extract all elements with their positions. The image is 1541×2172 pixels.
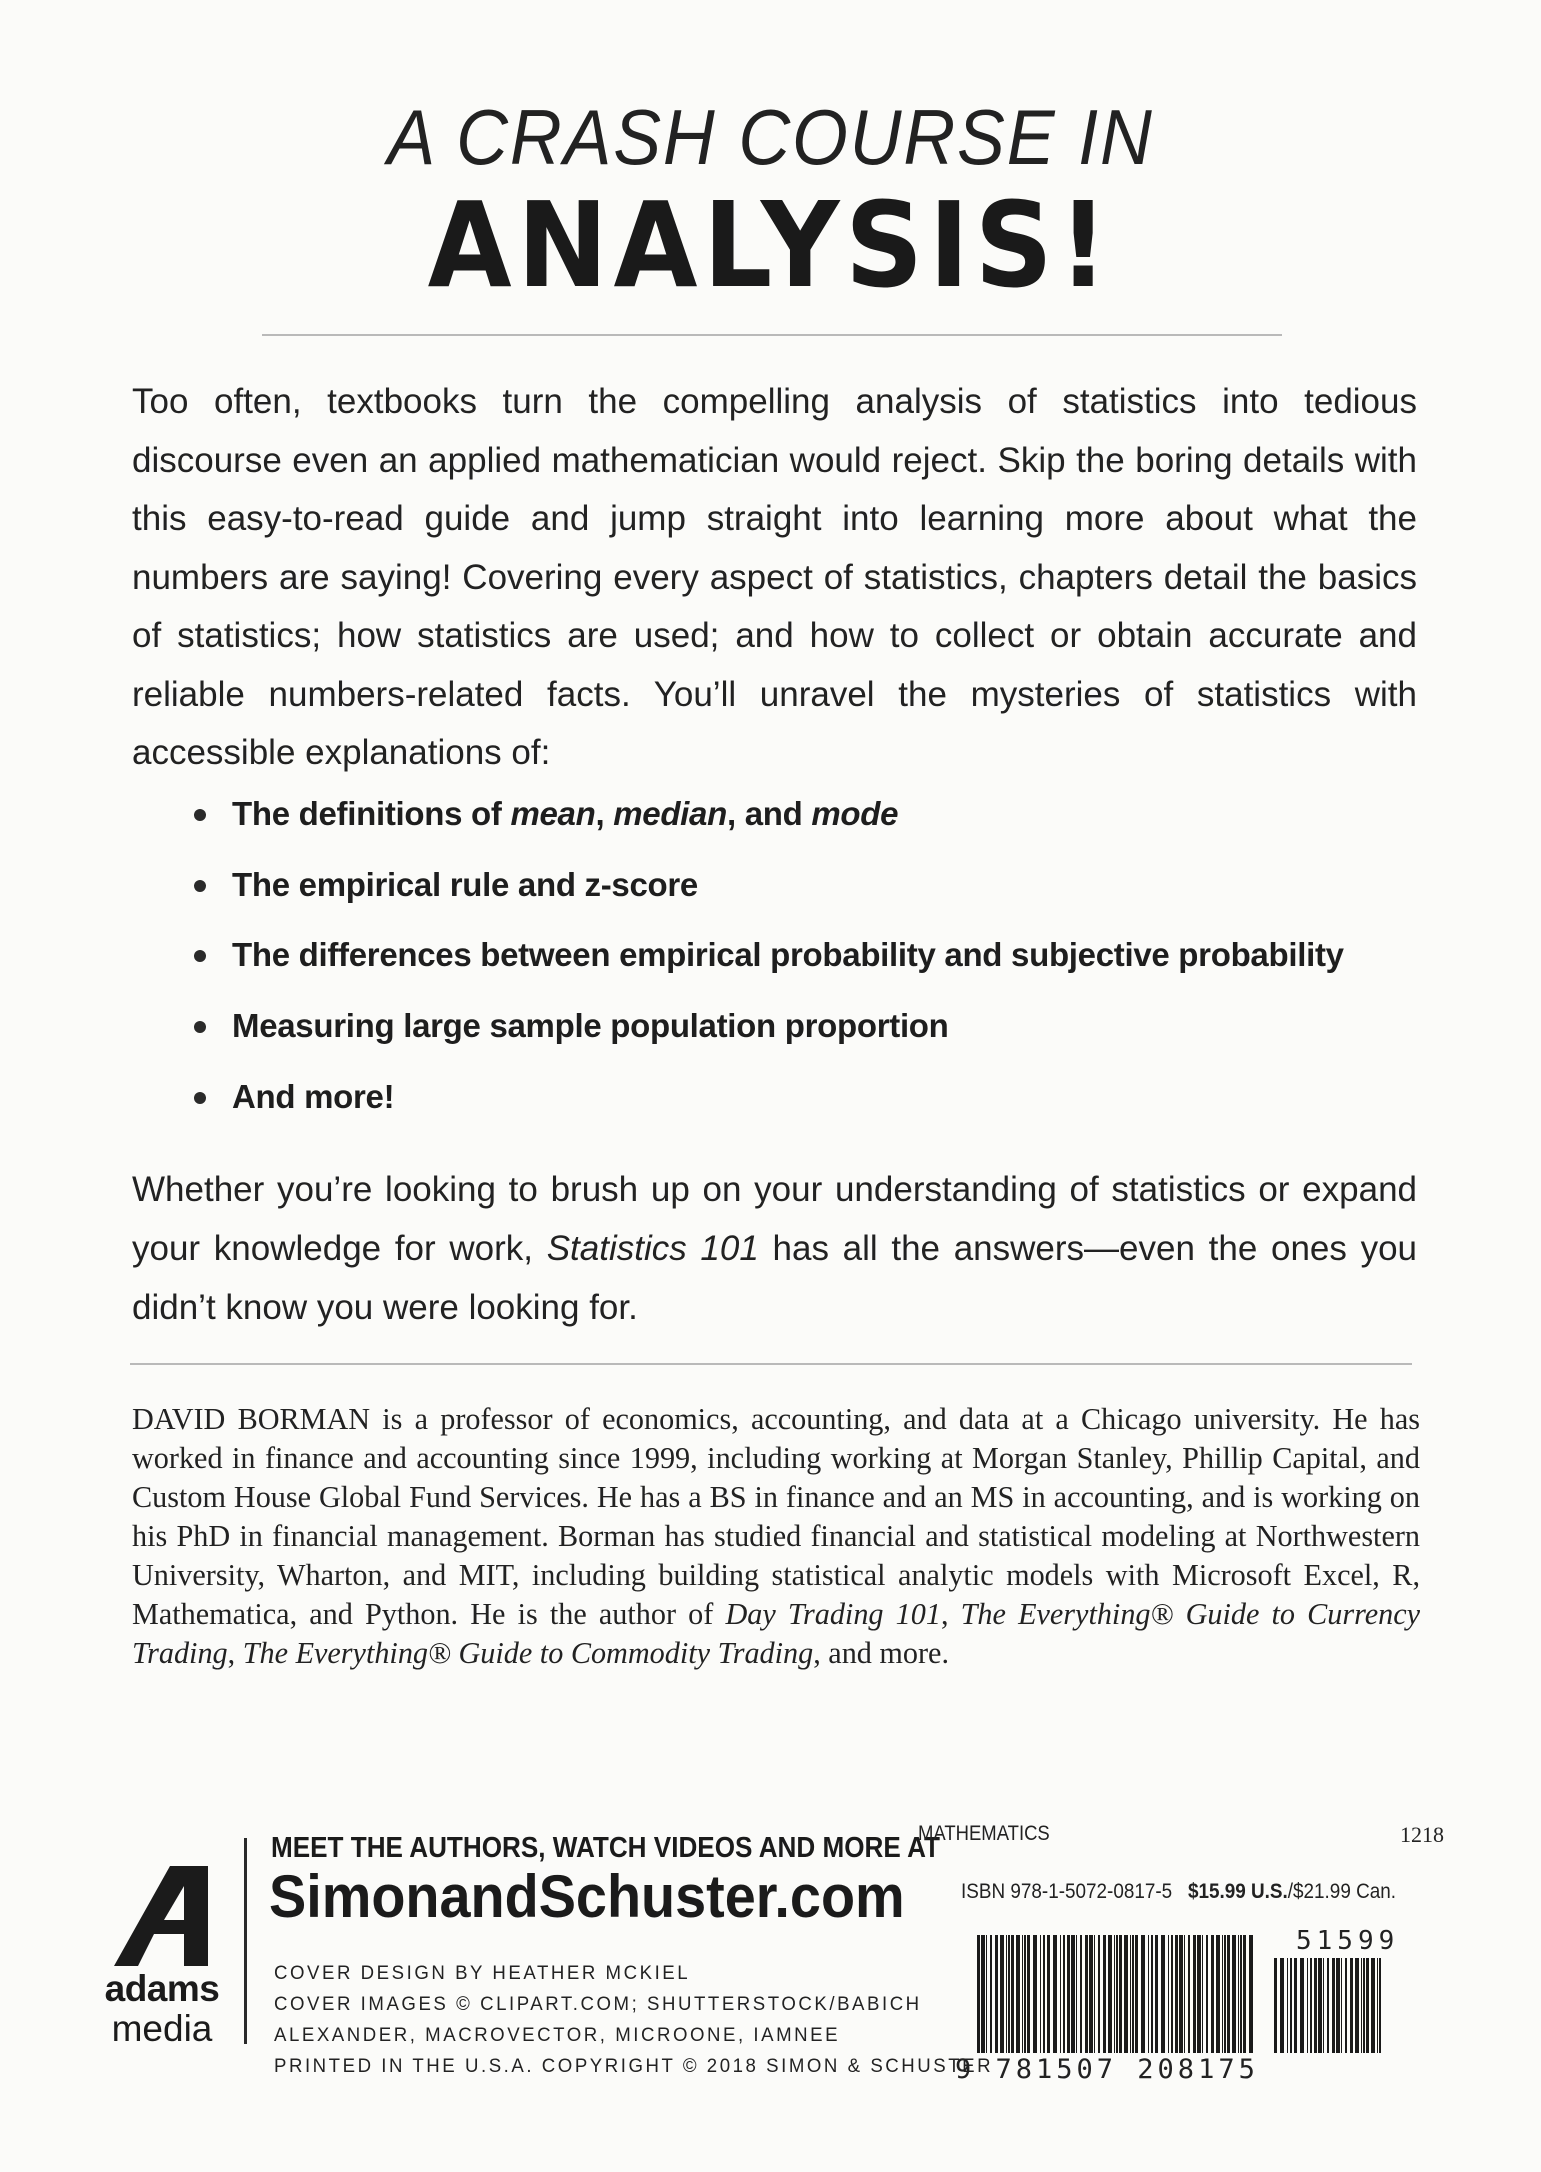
category-label: MATHEMATICS	[918, 1822, 1050, 1845]
barcode-bar	[1197, 1935, 1201, 2053]
barcode-bar	[1132, 1935, 1134, 2053]
credit-line: COVER IMAGES © CLIPART.COM; SHUTTERSTOCK/BABICH	[274, 1994, 922, 2015]
intro-paragraph: Too often, textbooks turn the compelling analysis of statistics into tedious discourse even an applied mathematician would reject. Skip the boring details with this easy-to-read guide and jump straight into learning more about what the numbers are saying! Covering every aspect of statistics, chapters detail the basics of statistics; how statistics are used; and how to collect or obtain accurate and reliable numbers-related facts. You’ll unravel the mysteries of statistics with accessible explanations of:	[132, 382, 1417, 772]
barcode-bar	[1151, 1935, 1153, 2053]
barcode-bar	[1080, 1935, 1082, 2053]
barcode-bar	[1336, 1958, 1340, 2053]
barcode-bar	[1027, 1935, 1030, 2053]
barcode-bar	[1135, 1935, 1138, 2053]
barcode-bar	[977, 1935, 980, 2053]
barcode-bar	[1085, 1935, 1088, 2053]
barcode-bar	[1114, 1935, 1115, 2053]
barcode-bar	[1141, 1935, 1145, 2053]
barcode-bar	[1148, 1935, 1149, 2053]
headline-line-1: A CRASH COURSE IN	[387, 93, 1154, 181]
barcode-bar	[1350, 1958, 1353, 2053]
barcode-bar	[981, 1935, 985, 2053]
barcode-bar	[1006, 1935, 1007, 2053]
barcode-bar	[1345, 1958, 1347, 2053]
barcode-bar	[1000, 1935, 1004, 2053]
barcode-bar	[1211, 1935, 1214, 2053]
bullet-separator: ,	[595, 795, 614, 832]
barcode-bar	[1327, 1958, 1329, 2053]
barcode-bar	[1060, 1935, 1061, 2053]
barcode-bar	[1341, 1958, 1342, 2053]
credit-line: ALEXANDER, MACROVECTOR, MICROONE, IAMNEE	[274, 2025, 841, 2046]
bullet-icon	[194, 1021, 206, 1033]
barcode-bar	[1300, 1958, 1304, 2053]
term-median: median	[613, 795, 727, 832]
book-title: Statistics 101	[546, 1229, 759, 1268]
barcode-bar	[1363, 1958, 1365, 2053]
bullet-text: The empirical rule and z-score	[232, 865, 698, 903]
barcode-bar	[1175, 1935, 1178, 2053]
barcode-bar	[1193, 1935, 1196, 2053]
bullet-text: Measuring large sample population proportion	[232, 1007, 949, 1045]
bio-book-3: The Everything® Guide to Commodity Trading	[242, 1636, 814, 1670]
barcode-bar	[1094, 1935, 1095, 2053]
barcode-bar	[1238, 1935, 1239, 2053]
barcode-bar	[1168, 1935, 1169, 2053]
barcode-bar	[1011, 1935, 1014, 2053]
barcode-bar	[1179, 1935, 1183, 2053]
barcode-bar	[1274, 1958, 1277, 2053]
barcode-bar	[1379, 1958, 1381, 2053]
list-item	[188, 866, 1438, 937]
barcode-bar	[1323, 1958, 1324, 2053]
barcode-bar	[1033, 1935, 1037, 2053]
barcode-addon-icon	[1272, 1958, 1384, 2053]
barcode-bar	[1294, 1958, 1297, 2053]
list-item	[188, 1078, 1438, 1149]
barcode-bar	[1071, 1935, 1075, 2053]
barcode-bar	[1280, 1958, 1284, 2053]
logo-mark	[92, 1862, 232, 1972]
barcode-bar	[1116, 1935, 1118, 2053]
footer-divider	[244, 1838, 247, 2044]
website-link[interactable]: SimonandSchuster.com	[269, 1863, 905, 1930]
barcode-bar	[1098, 1935, 1100, 2053]
feature-list	[188, 795, 1438, 1148]
barcode-bar	[1008, 1935, 1010, 2053]
publisher-name: media	[111, 2008, 213, 2049]
barcode-bar	[1188, 1935, 1190, 2053]
bio-text: DAVID BORMAN is a professor of economics, accounting, and data at a Chicago university. He has worked in finance and accounting since 1999, including working at Morgan Stanley, Phillip Capital, and Custom House Global Fund Services. He has a BS in finance and an MS in accounting, and is working on his PhD in financial management. Borman has studied financial and statistical modeling at Northwestern University, Wharton, and MIT, including building statistical analytic models with Microsoft Excel, R, Mathematica, and Python. He is the author of	[132, 1402, 1420, 1631]
barcode-bar	[1063, 1935, 1065, 2053]
credit-line: COVER DESIGN BY HEATHER MCKIEL	[274, 1963, 691, 1984]
list-item	[188, 795, 1438, 866]
barcode-bar	[1287, 1958, 1288, 2053]
closing-text-pre: Whether you’re looking to brush up on your understanding of statistics or expand your knowledge for work,	[132, 1170, 1417, 1268]
barcode-bar	[1227, 1935, 1230, 2053]
barcode-bar	[1310, 1958, 1312, 2053]
price-can: /$21.99 Can.	[1287, 1880, 1397, 1903]
barcode-bar	[1249, 1935, 1253, 2053]
promo-text: MEET THE AUTHORS, WATCH VIDEOS AND MORE AT	[271, 1832, 940, 1864]
barcode-bar	[1314, 1958, 1317, 2053]
barcode-bar	[1307, 1958, 1308, 2053]
barcode-bar	[1024, 1935, 1026, 2053]
barcode-bar	[1022, 1935, 1023, 2053]
barcode-bar	[1130, 1935, 1131, 2053]
credit-line: PRINTED IN THE U.S.A. COPYRIGHT © 2018 SIMON & SCHUSTER	[274, 2056, 994, 2077]
barcode-bar	[1224, 1935, 1226, 2053]
divider-top	[262, 334, 1282, 336]
barcode-bar	[1108, 1935, 1112, 2053]
barcode-icon	[975, 1935, 1255, 2053]
barcode-bar	[1216, 1935, 1220, 2053]
bullet-separator: , and	[726, 795, 812, 832]
barcode-bar	[1355, 1958, 1359, 2053]
barcode-bar	[1332, 1958, 1335, 2053]
closing-paragraph	[132, 1160, 1417, 1337]
barcode-bar	[1222, 1935, 1223, 2053]
bullet-icon	[194, 950, 206, 962]
barcode-bar	[1040, 1935, 1041, 2053]
bio-separator: ,	[227, 1636, 243, 1670]
barcode-bar	[1155, 1935, 1158, 2053]
barcode-bar	[1171, 1935, 1173, 2053]
barcode-bar	[1366, 1958, 1369, 2053]
bullet-text-prefix: The definitions of	[232, 795, 511, 832]
bullet-icon	[194, 809, 206, 821]
bio-book-2: The Everything® Guide to Currency Trading	[132, 1597, 1421, 1670]
bio-separator: ,	[940, 1597, 961, 1631]
publisher-name-bold: adams	[104, 1968, 220, 2009]
barcode-bar	[1076, 1935, 1077, 2053]
barcode-bar	[1124, 1935, 1128, 2053]
term-mode: mode	[811, 795, 899, 832]
barcode-bar	[1067, 1935, 1070, 2053]
bullet-icon	[194, 1092, 206, 1104]
barcode-price-code: 51599	[1296, 1926, 1400, 1956]
bio-book-1: Day Trading 101	[725, 1597, 941, 1631]
barcode-bar	[1243, 1935, 1246, 2053]
barcode-bar	[1047, 1935, 1050, 2053]
list-item	[188, 1007, 1438, 1078]
cover-credits	[274, 1958, 993, 2082]
barcode-bar	[1202, 1935, 1203, 2053]
bullet-text: And more!	[232, 1077, 395, 1115]
list-item	[188, 936, 1438, 1007]
bio-end: , and more.	[813, 1636, 950, 1670]
barcode-bar	[1240, 1935, 1242, 2053]
barcode-bar	[1016, 1935, 1020, 2053]
barcode-bar	[1290, 1958, 1292, 2053]
term-mean: mean	[510, 795, 596, 832]
bullet-icon	[194, 880, 206, 892]
barcode-bar	[1361, 1958, 1362, 2053]
barcode-bar	[1318, 1958, 1322, 2053]
barcode-bar	[1053, 1935, 1057, 2053]
barcode-bar	[995, 1935, 998, 2053]
barcode-bar	[986, 1935, 987, 2053]
divider-middle	[130, 1363, 1412, 1365]
barcode-bar	[990, 1935, 992, 2053]
barcode-bar	[1377, 1958, 1378, 2053]
barcode-bar	[1232, 1935, 1236, 2053]
barcode-bar	[1161, 1935, 1165, 2053]
bullet-text: The differences between empirical probability and subjective probability	[232, 936, 1344, 974]
author-bio	[132, 1400, 1420, 1673]
price-us: $15.99 U.S.	[1187, 1880, 1288, 1903]
barcode-bar	[1371, 1958, 1375, 2053]
barcode-digits: 9 781507 208175	[955, 2054, 1259, 2085]
barcode-bar	[1184, 1935, 1185, 2053]
barcode-bar	[1043, 1935, 1045, 2053]
barcode-bar	[1089, 1935, 1093, 2053]
isbn-number: ISBN 978-1-5072-0817-5	[961, 1880, 1173, 1903]
closing-text-post: has all the answers—even the ones you didn’t know you were looking for.	[132, 1229, 1418, 1327]
print-code: 1218	[1400, 1822, 1444, 1847]
barcode-bar	[1206, 1935, 1208, 2053]
headline-line-2: ANALYSIS!	[427, 176, 1114, 314]
barcode-bar	[1103, 1935, 1106, 2053]
barcode-bar	[1119, 1935, 1122, 2053]
isbn-price-line	[961, 1880, 1396, 1904]
